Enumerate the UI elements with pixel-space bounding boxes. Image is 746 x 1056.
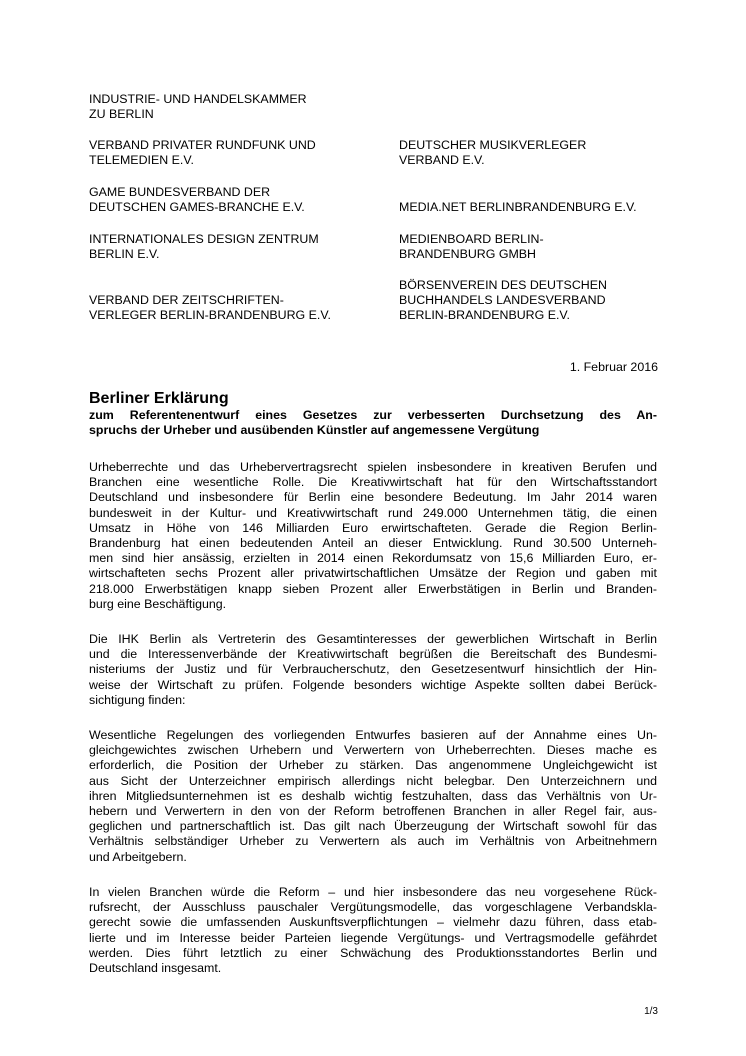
text-line: Brandenburg hat einen bedeutenden Anteil an dieser Entwicklung. Rund 30.500 Unterneh-	[89, 536, 657, 551]
org-line: BRANDENBURG GMBH	[399, 247, 536, 261]
text-line: gleichgewichtes zwischen Urhebern und Verwertern von Urheberrechten. Dieses mache es	[89, 743, 657, 758]
text-line: Umsatz in Höhe von 146 Milliarden Euro erwirtschafteten. Gerade die Region Berlin-	[89, 520, 657, 535]
text-line: Deutschland insgesamt.	[89, 961, 222, 976]
org-line: BÖRSENVEREIN DES DEUTSCHEN	[399, 278, 607, 292]
text-line: sichtigung finden:	[89, 692, 186, 707]
org-line: BERLIN E.V.	[89, 247, 160, 261]
org-line: VERBAND E.V.	[399, 153, 485, 167]
paragraph-1	[89, 460, 657, 612]
document-title: Berliner Erklärung	[89, 390, 229, 407]
org-ihk-berlin	[89, 92, 399, 122]
org-line: INTERNATIONALES DESIGN ZENTRUM	[89, 232, 319, 246]
org-line: INDUSTRIE- UND HANDELSKAMMER	[89, 92, 307, 106]
text-line: men sind hier ansässig, erzielten in 2014 einen Rekordumsatz von 15,6 Milliarden Euro, er-	[89, 551, 657, 566]
org-line: MEDIA.NET BERLINBRANDENBURG E.V.	[399, 200, 637, 214]
text-line: aus Sicht der Unterzeichner empirisch allerdings nicht belegbar. Den Unterzeichnern und	[89, 773, 657, 788]
text-line: Urheberrechte und das Urhebervertragsrecht spielen insbesondere in kreativen Berufen und	[89, 460, 657, 474]
text-line: bundesweit in der Kultur- und Kreativwirtschaft rund 249.000 Unternehmen tätig, die einen	[89, 505, 657, 520]
org-line: ZU BERLIN	[89, 107, 154, 121]
text-line: Deutschland und insbesondere für Berlin eine besondere Bedeutung. Im Jahr 2014 waren	[89, 490, 657, 505]
document-date: 1. Februar 2016	[569, 360, 658, 374]
signatory-organizations	[89, 92, 669, 323]
org-line: GAME BUNDESVERBAND DER	[89, 185, 271, 199]
text-line: und die Interessenverbände der Kreativwirtschaft begrüßen die Bereitschaft des Bundesmi-	[89, 647, 657, 662]
text-line: rufsrecht, der Ausschluss pauschaler Vergütungsmodelle, das vorgeschlagene Verbandskla-	[89, 900, 657, 915]
text-line: gerecht sowie die umfassenden Auskunftsverpflichtungen – vielmehr dazu führen, dass etab-	[89, 915, 657, 930]
text-line: hebern und Verwertern in den von der Reform betroffenen Branchen in aller Regel fair, aus-	[89, 804, 657, 819]
org-idz	[89, 232, 399, 262]
paragraph-4	[89, 885, 657, 976]
org-row-1	[89, 92, 669, 122]
text-line: Die IHK Berlin als Vertreterin des Gesamtinteresses der gewerblichen Wirtschaft in Berlin	[89, 632, 657, 646]
org-medianet	[399, 200, 669, 215]
org-row-3	[89, 185, 669, 215]
text-line: lierte und im Interesse beider Parteien liegende Vergütungs- und Vertragsmodelle gefährdet	[89, 930, 657, 945]
org-line: MEDIENBOARD BERLIN-	[399, 232, 544, 246]
text-line: erforderlich, die Position der Urheber zu stärken. Das angenommene Ungleichgewicht ist	[89, 758, 657, 773]
paragraph-3	[89, 728, 657, 865]
text-line: ihren Mitgliedsunternehmen ist es deshalb wichtig festzuhalten, dass das Verhältnis von Ur-	[89, 788, 657, 803]
org-line: VERBAND DER ZEITSCHRIFTEN-	[89, 293, 284, 307]
org-boersenverein	[399, 278, 669, 323]
document-subtitle	[89, 408, 657, 438]
org-vprt	[89, 138, 399, 168]
org-line: TELEMEDIEN E.V.	[89, 153, 194, 167]
org-dmv	[399, 138, 669, 168]
org-line: BUCHHANDELS LANDESVERBAND	[399, 293, 606, 307]
page-number: 1/3	[644, 1006, 658, 1017]
org-row-4	[89, 232, 669, 262]
text-line: geglichen und partnerschaftlich ist. Das gilt nach Überzeugung der Wirtschaft sowohl für das	[89, 819, 657, 834]
text-line: und Arbeitgebern.	[89, 849, 187, 864]
text-line: nisteriums der Justiz und für Verbraucherschutz, den Gesetzesentwurf hinsichtlich der Hin-	[89, 662, 657, 677]
org-medienboard	[399, 232, 669, 262]
org-line: VERBAND PRIVATER RUNDFUNK UND	[89, 138, 316, 152]
text-line: 218.000 Erwerbstätigen knapp sieben Prozent aller Erwerbstätigen in Berlin und Branden-	[89, 581, 657, 596]
paragraph-2	[89, 632, 657, 708]
text-line: Wesentliche Regelungen des vorliegenden Entwurfes basieren auf der Annahme eines Un-	[89, 728, 657, 742]
subtitle-line: zum Referentenentwurf eines Gesetzes zur verbesserten Durchsetzung des An-	[89, 408, 657, 422]
org-line: BERLIN-BRANDENBURG E.V.	[399, 308, 570, 322]
text-line: Verhältnis selbständiger Urheber zu Verwertern als auch im Verhältnis von Arbeitnehmern	[89, 834, 657, 849]
text-line: wirtschafteten sechs Prozent aller privatwirtschaftlichen Umsätze der Region und gaben mit	[89, 566, 657, 581]
org-line: DEUTSCHER MUSIKVERLEGER	[399, 138, 587, 152]
text-line: Branchen eine wesentliche Rolle. Die Kreativwirtschaft hat für den Wirtschaftsstandort	[89, 475, 657, 490]
subtitle-line: spruchs der Urheber und ausübenden Künstler auf angemessene Vergütung	[89, 423, 540, 437]
org-line: VERLEGER BERLIN-BRANDENBURG E.V.	[89, 308, 331, 322]
org-zeitschriftenverleger	[89, 293, 399, 323]
text-line: In vielen Branchen würde die Reform – und hier insbesondere das neu vorgesehene Rück-	[89, 885, 657, 899]
text-line: burg eine Beschäftigung.	[89, 596, 227, 611]
org-line: DEUTSCHEN GAMES-BRANCHE E.V.	[89, 200, 305, 214]
org-row-2	[89, 138, 669, 168]
text-line: weise der Wirtschaft zu prüfen. Folgende besonders wichtige Aspekte sollten dabei Berück-	[89, 677, 657, 692]
org-row-5	[89, 278, 669, 323]
text-line: werden. Dies führt letztlich zu einer Schwächung des Produktionsstandortes Berlin und	[89, 945, 657, 960]
org-game	[89, 185, 399, 215]
